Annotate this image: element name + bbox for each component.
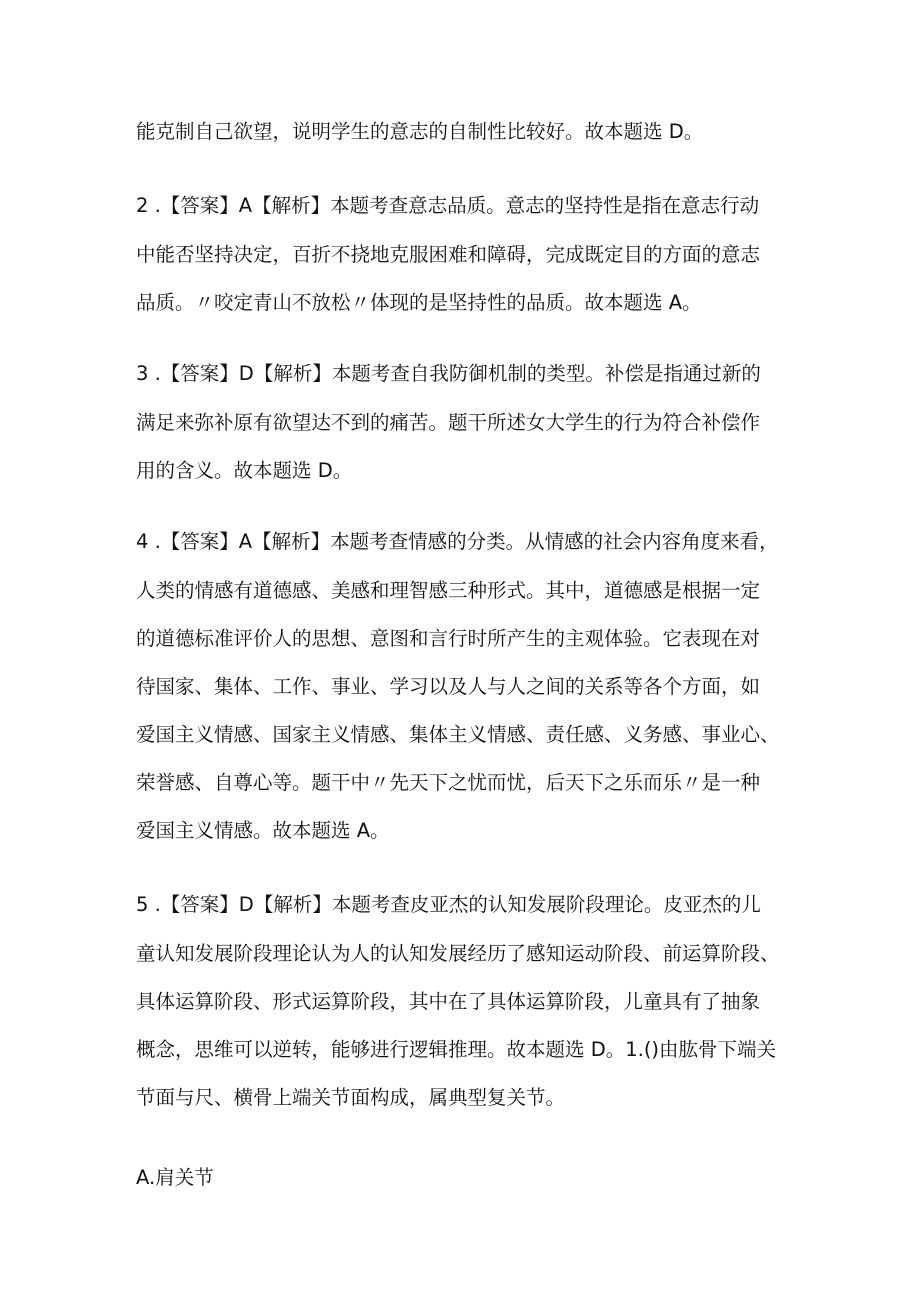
text-line: 童认知发展阶段理论认为人的认知发展经历了感知运动阶段、前运算阶段、 (136, 942, 780, 965)
text-line: 用的含义。故本题选 D。 (136, 459, 353, 482)
text-line: 人类的情感有道德感、美感和理智感三种形式。其中，道德感是根据一定 (136, 579, 761, 602)
text-line: 的道德标准评价人的思想、意图和言行时所产生的主观体验。它表现在对 (136, 627, 761, 650)
text-line: 品质。〃咬定青山不放松〃体现的是坚持性的品质。故本题选 A。 (136, 291, 702, 314)
text-line: 中能否坚持决定，百折不挠地克服困难和障碍，完成既定目的方面的意志 (136, 243, 761, 266)
text-line: 爱国主义情感、国家主义情感、集体主义情感、责任感、义务感、事业心、 (136, 723, 780, 746)
text-line: 5 .【答案】D【解析】本题考查皮亚杰的认知发展阶段理论。皮亚杰的儿 (136, 893, 761, 916)
text-line: 具体运算阶段、形式运算阶段，其中在了具体运算阶段，儿童具有了抽象 (136, 990, 761, 1013)
text-line: 满足来弥补原有欲望达不到的痛苦。题干所述女大学生的行为符合补偿作 (136, 411, 761, 434)
text-line: 节面与尺、横骨上端关节面构成，属典型复关节。 (136, 1086, 566, 1109)
text-line: 能克制自己欲望，说明学生的意志的自制性比较好。故本题选 D。 (136, 120, 704, 143)
option-text: A.肩关节 (136, 1166, 214, 1189)
text-line: 4 .【答案】A【解析】本题考查情感的分类。从情感的社会内容角度来看， (136, 530, 779, 553)
text-line: 爱国主义情感。故本题选 A。 (136, 819, 390, 842)
text-line: 概念，思维可以逆转，能够进行逻辑推理。故本题选 D。1.()由肱骨下端关 (136, 1038, 777, 1061)
text-line: 荣誉感、自尊心等。题干中〃先天下之忧而忧，后天下之乐而乐〃是一种 (136, 771, 761, 794)
text-line: 3 .【答案】D【解析】本题考查自我防御机制的类型。补偿是指通过新的 (136, 362, 761, 385)
text-line: 2 .【答案】A【解析】本题考查意志品质。意志的坚持性是指在意志行动 (136, 194, 760, 217)
text-line: 待国家、集体、工作、事业、学习以及人与人之间的关系等各个方面，如 (136, 675, 761, 698)
